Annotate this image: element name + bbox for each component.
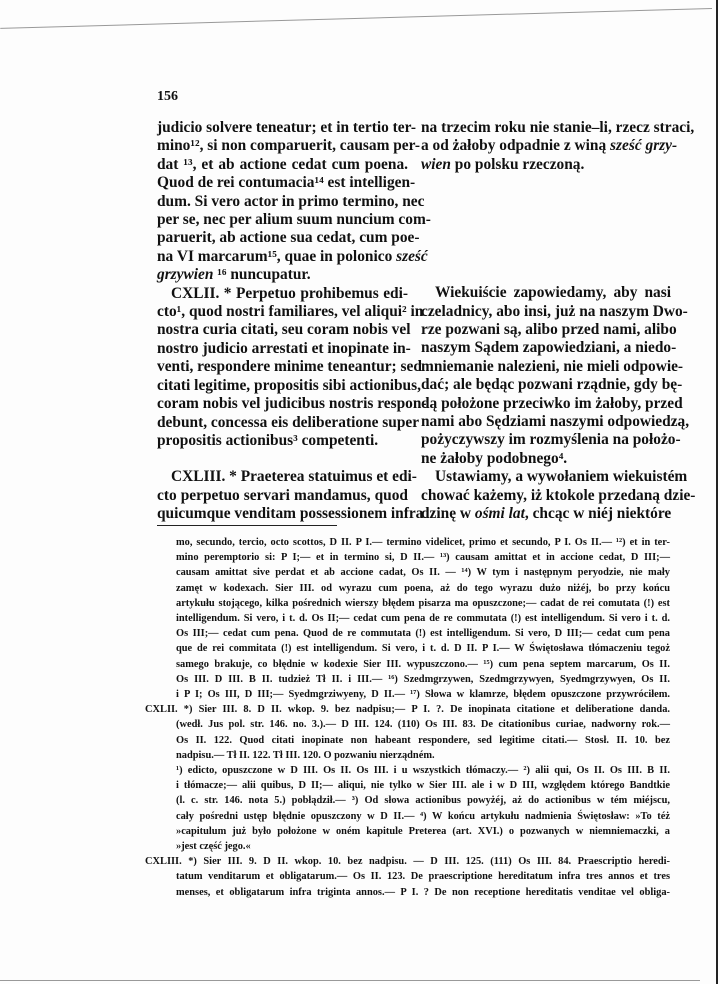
footnote-line: »capitulum już było położone w oném kapitule Preterea (art. XVI.) o pozwanych w niemniemaczki, a bbox=[176, 825, 670, 837]
text-line: quicumque venditam possessionem infra bbox=[157, 505, 424, 523]
article-heading-line: CXLIII. * Praeterea statuimus et edi- bbox=[171, 468, 417, 486]
text-line: chować każemy, iż ktokole przedaną dzie- bbox=[421, 486, 696, 504]
polish-article-cxlii bbox=[421, 284, 690, 468]
footnote-line: »jest część jego.« bbox=[176, 841, 251, 853]
footnote-line: Os III;— cedat cum pena. Quod de re commutata (!) est intelligendum. Si vero, D III;— cedat cum pena bbox=[176, 628, 670, 640]
latin-column bbox=[157, 119, 431, 524]
text-line: nostra curia citati, seu coram nobis vel bbox=[157, 321, 411, 339]
text-line: coram nobis vel judicibus nostris respon- bbox=[157, 395, 427, 413]
spacer bbox=[421, 174, 671, 284]
footnote-ref: ¹⁶ bbox=[213, 266, 231, 284]
text-line: Wiekuiście zapowiedamy, aby nasi bbox=[435, 284, 671, 302]
footnote-line: Os II. 122. Quod citati inopinate non habeant respondere, sed legitime citati.— Stosł. II. 10. bez bbox=[176, 734, 670, 746]
footnote-line: CXLIII. *) Sier III. 9. D II. wkop. 10. bez nadpisu. — D III. 125. (111) Os III. 84. Praescriptio heredi- bbox=[145, 856, 670, 868]
article-cxliii bbox=[157, 468, 424, 523]
footnote-line: ¹) edicto, opuszczone w D III. Os II. Os III. i u wszystkich tłómaczy.— ²) alii qui, Os II. Os III. B II. bbox=[176, 765, 670, 777]
footnote-block-cxlii-notes bbox=[176, 763, 670, 854]
footnote-line: artykułu stojącego, kilka pośrednich wierszy błędem pisarza ma opuszczone;— cadat de rei comutata (!) est bbox=[176, 597, 670, 609]
text-line: mino¹², si non comparuerit, causam per- bbox=[157, 137, 421, 155]
italic-term: grzywien bbox=[157, 266, 214, 284]
text-line bbox=[421, 505, 671, 523]
footnote-line: CXLII. *) Sier III. 8. D II. wkop. 9. bez nadpisu;— P I. ?. De inopinata citatione et deliberatione danda. bbox=[145, 704, 670, 716]
footnote-line: nadpisu.— Tł II. 122. Tł III. 120. O pozwaniu nierządném. bbox=[176, 749, 435, 761]
italic-term: sześć bbox=[396, 247, 428, 265]
text-line: dum. Si vero actor in primo termino, nec bbox=[157, 192, 425, 210]
page-number: 156 bbox=[157, 89, 178, 104]
text-line bbox=[157, 247, 428, 266]
footnote-line: (wedł. Jus pol. str. 146. no. 3.).— D III. 124. (110) Os III. 83. De citationibus curiae, nadworny rok.— bbox=[176, 719, 670, 731]
text-line: ne żałoby podobnego⁴. bbox=[421, 449, 568, 467]
text-line: debunt, concessa eis deliberatione super bbox=[157, 413, 420, 431]
footnote-block-cxlii-sources bbox=[145, 702, 670, 763]
footnote-block-cxliii-sources bbox=[145, 854, 670, 900]
article-cxlii bbox=[157, 284, 427, 451]
text-fragment: na VI marcarum¹⁵, quae in polonico bbox=[157, 247, 397, 265]
text-line: nami abo Sędziami naszymi odpowiedzą, bbox=[421, 413, 690, 431]
polish-article-cxliii bbox=[421, 468, 696, 523]
text-line bbox=[157, 266, 408, 284]
footnote-line: mo, secundo, tercio, octo scottos, D II. P I.— termino videlicet, primo et secundo, P I. Os II.— ¹²) et in ter- bbox=[176, 537, 670, 548]
text-line: propositis actionibus³ competenti. bbox=[157, 431, 379, 449]
text-line: rze pozwani są, alibo przed nami, alibo bbox=[421, 321, 677, 339]
text-line: Ustawiamy, a wywołaniem wiekuistém bbox=[435, 468, 688, 486]
text-line bbox=[421, 137, 678, 155]
footnote-line: i P I; Os III, D III;— Syedmgrziwyeny, D II.— ¹⁷) Słowa w klamrze, błędem opuszczone przywróciłem. bbox=[176, 689, 670, 701]
page-edge-top bbox=[0, 8, 712, 31]
text-line: mniemanie nalezieni, nie mieli odpowie- bbox=[421, 357, 684, 375]
italic-term: sześć grzy- bbox=[610, 137, 678, 155]
footnotes bbox=[145, 535, 670, 900]
text-line: czeladnicy, abo insi, już na naszym Dwo- bbox=[421, 302, 688, 320]
footnote-line: mino peremptorio si: P I;— et in termino si, D II.— ¹³) causam amittat et in accione cedat, D III;— bbox=[176, 552, 670, 564]
page-edge-right bbox=[716, 0, 718, 984]
footnote-line: cały pośredni ustęp błędnie opuszczony w D II.— ⁴) W końcu artykułu nadmienia Świętosław: »To téż bbox=[176, 810, 670, 822]
footnote-line: causam amittat sive perdat et ab accione cadat, Os II. — ¹⁴) W tym i następnym peryodzie, nie mały bbox=[176, 567, 670, 579]
footnote-line: i tłómacze;— alii quibus, D II;— aliqui, nie tylko w Sier III. ale i w D III, względem którego Bandtkie bbox=[176, 780, 670, 792]
footnote-line: Os III. D III. B II. tudzież Tł II. i III.— ¹⁶) Szedmgrzywen, Szedmgrzywyen, Syedmgrzywyen, Os II. bbox=[176, 673, 670, 685]
article-heading-line: CXLII. * Perpetuo prohibemus edi- bbox=[171, 284, 408, 302]
text-line: nostro judicio arrestati et inopinate in- bbox=[157, 339, 411, 357]
spacer bbox=[157, 450, 408, 468]
text-line: pożyczywszy im rozmyślenia na położo- bbox=[421, 431, 681, 449]
footnote-line: zamęt w kodexach. Sier III. od wyrazu cum poena, aż do tego wyrazu dużo niżéj, bo przy końcu bbox=[176, 582, 670, 594]
footnote-line: (l. c. str. 146. nota 5.) pobłądził.— ³) Od słowa actionibus powyżéj, aż do actionibus w tém miéjscu, bbox=[176, 795, 670, 807]
footnote-line: samego brakuje, co błędnie w kodexie Sier III. wypuszczono.— ¹⁵) cum pena septem marcarum, Os II. bbox=[176, 658, 670, 670]
polish-column bbox=[421, 119, 696, 524]
footnote-separator-rule bbox=[157, 525, 337, 526]
italic-term: ośmi lat bbox=[474, 505, 525, 523]
footnote-line: intelligendum. Si vero, i t. d. Os II;— cedat cum pena de re commutata (!) est intelligendum. Si vero i t. d. bbox=[176, 613, 670, 625]
text-line: na trzecim roku nie stanie–li, rzecz straci, bbox=[421, 119, 695, 136]
italic-term: wien bbox=[421, 155, 451, 173]
footnote-block-cxli bbox=[176, 535, 670, 702]
page-edge-bottom bbox=[0, 980, 700, 981]
footnote-line: menses, et obligatarum infra triginta annos.— P I. ? De non receptione hereditatis venditae vel obliga- bbox=[176, 886, 670, 898]
text-line: cto perpetuo servari mandamus, quod bbox=[157, 486, 408, 504]
text-line: per se, nec per alium suum nuncium com- bbox=[157, 211, 431, 229]
polish-paragraph-cxli-end bbox=[421, 119, 695, 174]
footnote-line: tatum venditarum et obligatarum.— Os II. 123. De praescriptione hereditatum infra tres annos et tres bbox=[176, 871, 670, 883]
text-line: naszym Sądem zapowiedziani, a niedo- bbox=[421, 339, 677, 357]
text-line bbox=[421, 156, 671, 174]
text-line: dać; ale będąc pozwani rządnie, gdy bę- bbox=[421, 376, 683, 394]
text-line: judicio solvere teneatur; et in tertio ter- bbox=[157, 119, 416, 136]
text-line: venti, respondere minime teneantur; sed bbox=[157, 358, 422, 376]
text-fragment: a od żałoby odpadnie z winą bbox=[421, 137, 611, 155]
text-fragment: po polsku rzeczoną. bbox=[450, 155, 585, 173]
text-line: citati legitime, propositis sibi actionibus, bbox=[157, 376, 421, 394]
text-line: Quod de rei contumacia¹⁴ est intelligen- bbox=[157, 174, 416, 192]
text-fragment: , chcąc w niéj niektóre bbox=[524, 505, 672, 523]
text-line: dą położone przeciwko im żałoby, przed bbox=[421, 394, 683, 412]
text-line: paruerit, ab actione sua cedat, cum poe- bbox=[157, 229, 420, 247]
text-fragment: nuncupatur. bbox=[230, 266, 311, 284]
text-fragment: dzinę w bbox=[421, 505, 475, 523]
text-line: dat ¹³, et ab actione cedat cum poena. bbox=[157, 155, 408, 173]
latin-paragraph-cxli-end bbox=[157, 119, 431, 285]
footnote-line: que de rei commitata (!) est intelligendum. Si vero, i t. d. D II. P I.— W Świętosława tłómaczeniu tegoż bbox=[176, 643, 670, 655]
text-line: cto¹, quod nostri familiares, vel aliqui² in bbox=[157, 303, 424, 321]
